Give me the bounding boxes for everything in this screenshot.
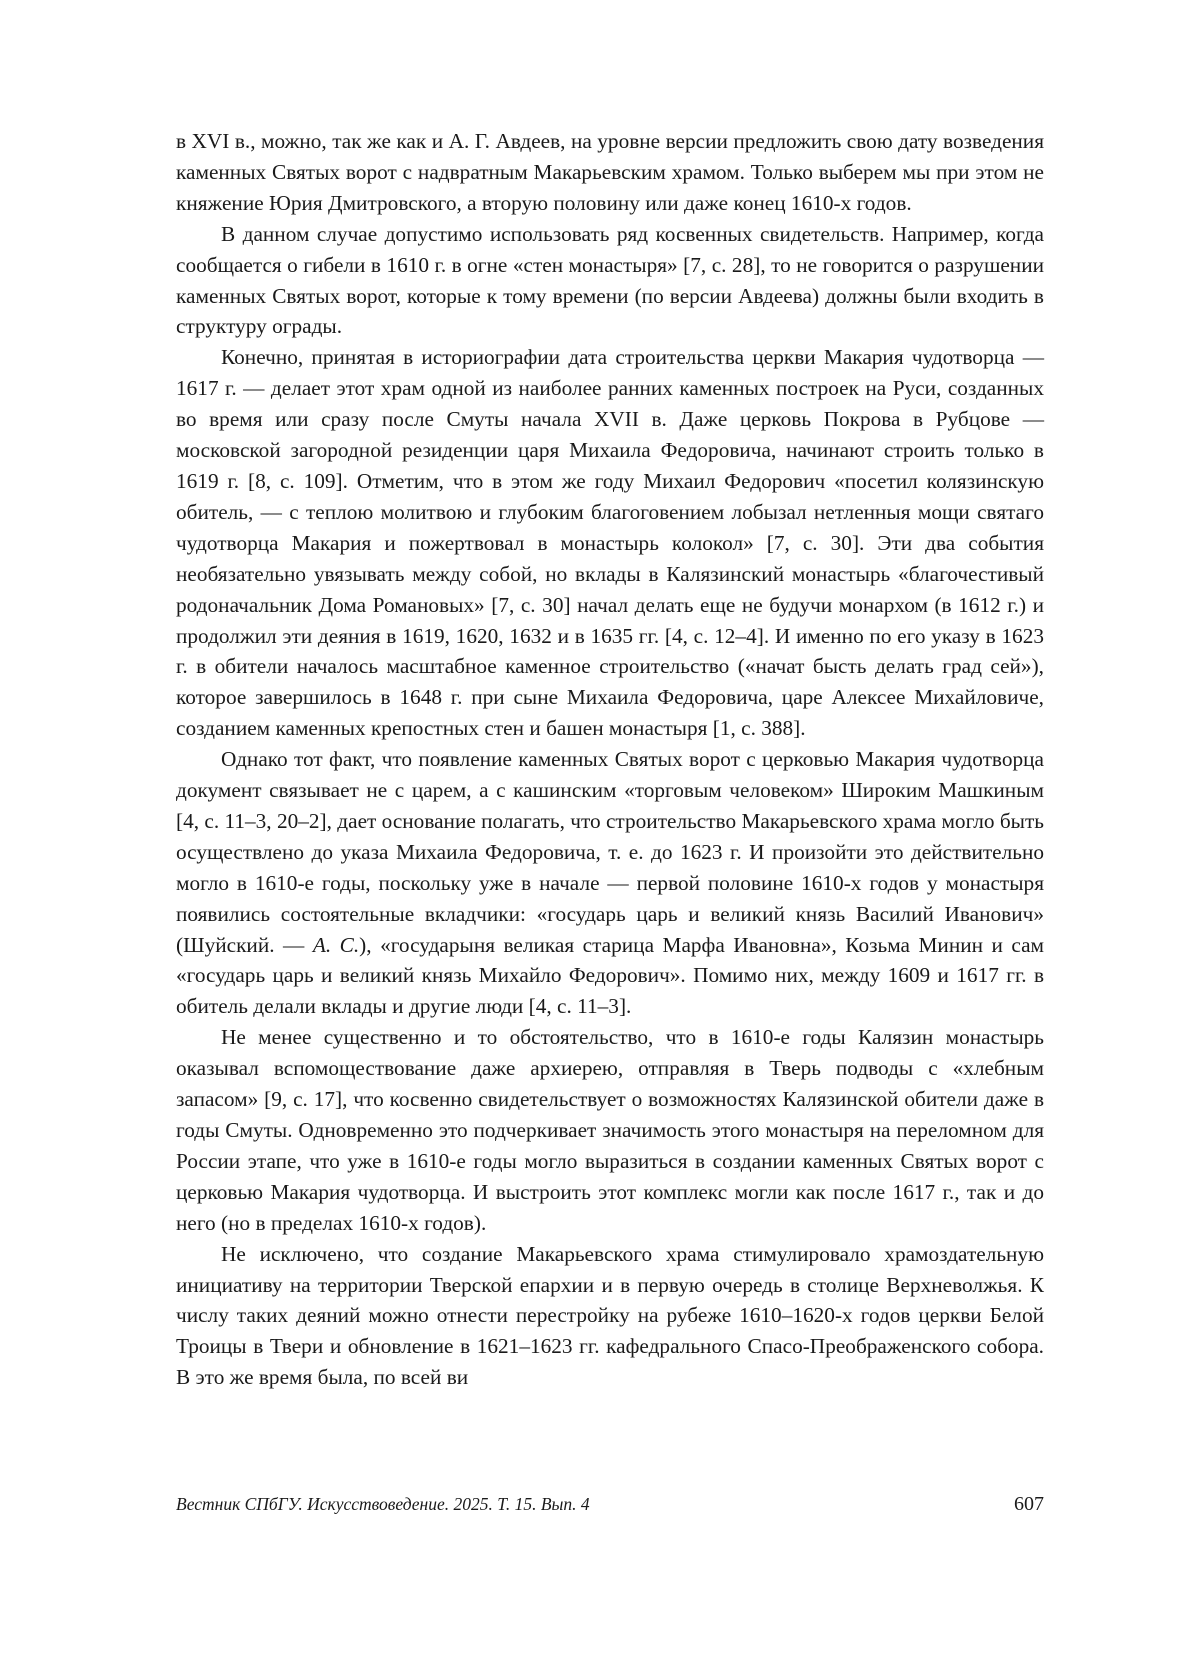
article-body	[176, 126, 1044, 1393]
paragraph-4-tail: ), «государыня великая старица Марфа Ивановна», Козьма Минин и сам «государь царь и великий князь Михайло Федорович». Помимо них, между 1609 и 1617 гг. в обитель делали вклады и другие люди [4, с. 11–3].	[176, 932, 1045, 1019]
paragraph-4	[176, 744, 1044, 1022]
paragraph-4-text: Однако тот факт, что появление каменных Святых ворот с церковью Макария чудотворца документ связывает не с царем, а с кашинским «торговым человеком» Широким Машкиным [4, с. 11–3, 20–2], дает основание полагать, что строительство Макарьевского храма могло быть осуществлено до указа Михаила Федоровича, т. е. до 1623 г. И произойти это действительно могло в 1610-е годы, поскольку уже в начале — первой половине 1610-х годов у монастыря появились состоятельные вкладчики: «государь царь и великий князь Василий Иванович» (Шуйский. —	[176, 747, 1044, 957]
journal-citation: Вестник СПбГУ. Искусствоведение. 2025. Т. 15. Вып. 4	[176, 1494, 590, 1514]
paragraph-1: в XVI в., можно, так же как и А. Г. Авдеев, на уровне версии предложить свою дату возведения каменных Святых ворот с надвратным Макарьевским храмом. Только выберем мы при этом не княжение Юрия Дмитровского, а вторую половину или даже конец 1610-х годов.	[176, 129, 1044, 215]
paragraph-5: Не менее существенно и то обстоятельство, что в 1610-е годы Калязин монастырь оказывал вспомоществование даже архиерею, отправляя в Тверь подводы с «хлебным запасом» [9, с. 17], что косвенно свидетельствует о возможностях Калязинской обители даже в годы Смуты. Одновременно это подчеркивает значимость этого монастыря на переломном для России этапе, что уже в 1610-е годы могло выразиться в создании каменных Святых ворот с церковью Макария чудотворца. И выстроить этот комплекс могли как после 1617 г., так и до него (но в пределах 1610-х годов).	[176, 1025, 1044, 1235]
author-initials: А. С.	[312, 932, 360, 957]
page-footer	[176, 1493, 1044, 1516]
paragraph-6: Не исключено, что создание Макарьевского храма стимулировало храмоздательную инициативу на территории Тверской епархии и в первую очередь в столице Верхневолжья. К числу таких деяний можно отнести перестройку на рубеже 1610–1620-х годов церкви Белой Троицы в Твери и обновление в 1621–1623 гг. кафедрального Спасо-Преображенского собора. В это же время была, по всей ви	[176, 1241, 1044, 1390]
page-number: 607	[1014, 1493, 1044, 1515]
paragraph-3: Конечно, принятая в историографии дата строительства церкви Макария чудотворца — 1617 г. — делает этот храм одной из наиболее ранних каменных построек на Руси, созданных во время или сразу после Смуты начала XVII в. Даже церковь Покрова в Рубцове — московской загородной резиденции царя Михаила Федоровича, начинают строить только в 1619 г. [8, с. 109]. Отметим, что в этом же году Михаил Федорович «посетил колязинскую обитель, — с теплою молитвою и глубоким благоговением лобызал нетленныя мощи святаго чудотворца Макария и пожертвовал в монастырь колокол» [7, с. 30]. Эти два события необязательно увязывать между собой, но вклады в Калязинский монастырь «благочестивый родоначальник Дома Романовых» [7, с. 30] начал делать еще не будучи монархом (в 1612 г.) и продолжил эти деяния в 1619, 1620, 1632 и в 1635 гг. [4, с. 12–4]. И именно по его указу в 1623 г. в обители началось масштабное каменное строительство («начат бысть делать град сей»), которое завершилось в 1648 г. при сыне Михаила Федоровича, царе Алексее Михайловиче, созданием каменных крепостных стен и башен монастыря [1, с. 388].	[176, 345, 1044, 741]
paragraph-2: В данном случае допустимо использовать ряд косвенных свидетельств. Например, когда сообщается о гибели в 1610 г. в огне «стен монастыря» [7, с. 28], то не говорится о разрушении каменных Святых ворот, которые к тому времени (по версии Авдеева) должны были входить в структуру ограды.	[176, 221, 1044, 339]
